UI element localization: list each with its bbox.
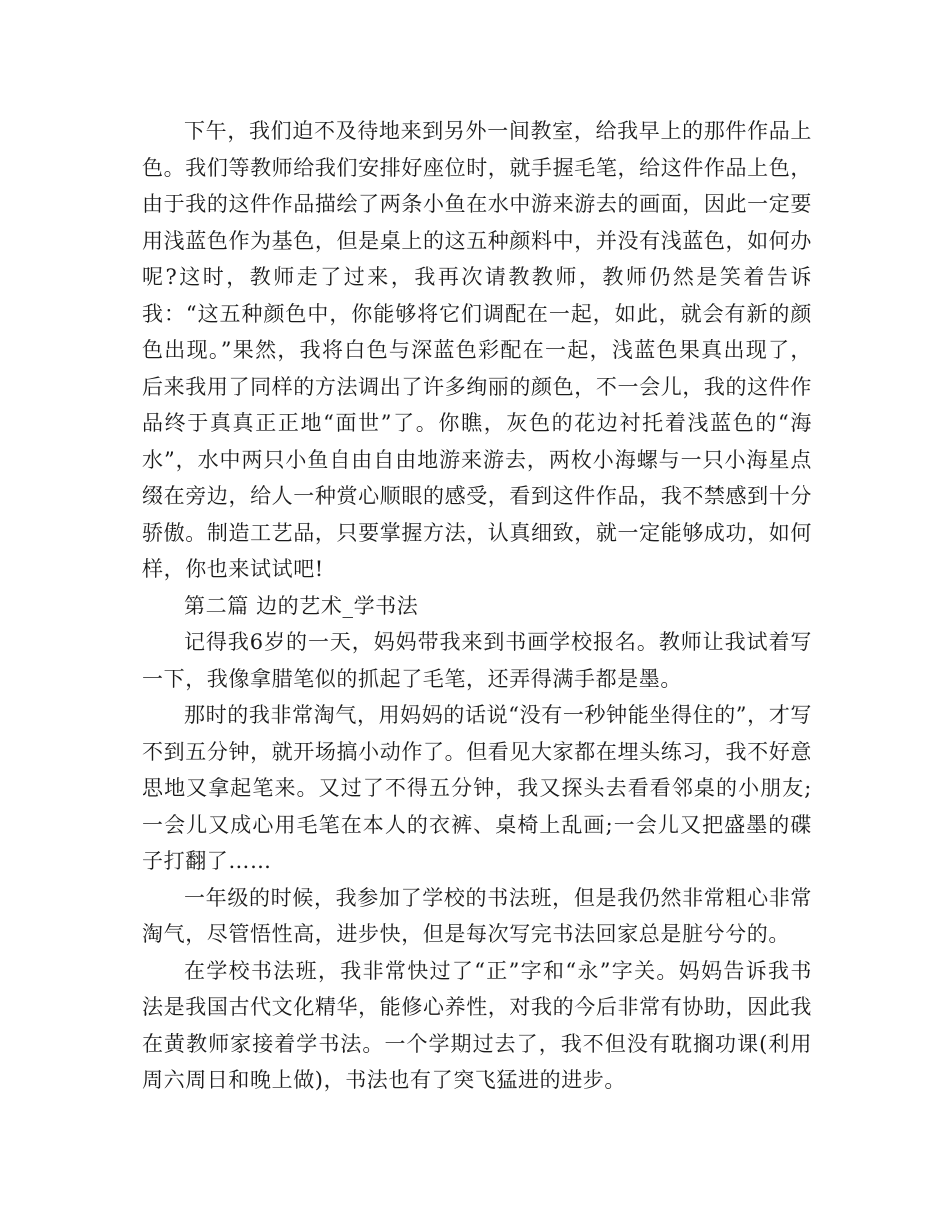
- paragraph-naughty-childhood: 那时的我非常淘气，用妈妈的话说“没有一秒钟能坐得住的”，才写不到五分钟，就开场搞小动作了。但看见大家都在埋头练习，我不好意思地又拿起笔来。又过了不得五分钟，我又探头去看看邻桌的小朋友;一会儿又成心用毛笔在本人的衣裤、桌椅上乱画;一会儿又把盛墨的碟子打翻了……: [142, 703, 812, 873]
- section-heading: 第二篇 边的艺术_学书法: [184, 593, 419, 618]
- paragraph-coloring-artwork: 下午，我们迫不及待地来到另外一间教室，给我早上的那件作品上色。我们等教师给我们安排好座位时，就手握毛笔，给这件作品上色，由于我的这件作品描绘了两条小鱼在水中游来游去的画面，因此一定要用浅蓝色作为基色，但是桌上的这五种颜料中，并没有浅蓝色，如何办呢?这时，教师走了过来，我再次请教教师，教师仍然是笑着告诉我：“这五种颜色中，你能够将它们调配在一起，如此，就会有新的颜色出现。”果然，我将白色与深蓝色彩配在一起，浅蓝色果真出现了，后来我用了同样的方法调出了许多绚丽的颜色，不一会儿，我的这件作品终于真真正正地“面世”了。你瞧，灰色的花边衬托着浅蓝色的“海水”，水中两只小鱼自由自由地游来游去，两枚小海螺与一只小海星点缀在旁边，给人一种赏心顺眼的感受，看到这件作品，我不禁感到十分骄傲。制造工艺品，只要掌握方法，认真细致，就一定能够成功，如何样，你也来试试吧!: [142, 119, 812, 581]
- paragraph-calligraphy-intro: 记得我6岁的一天，妈妈带我来到书画学校报名。教师让我试着写一下，我像拿腊笔似的抓起了毛笔，还弄得满手都是墨。: [142, 630, 812, 691]
- paragraph-school-calligraphy-class: 在学校书法班，我非常快过了“正”字和“永”字关。妈妈告诉我书法是我国古代文化精华，能修心养性，对我的今后非常有协助，因此我在黄教师家接着学书法。一个学期过去了，我不但没有耽搁功课(利用周六周日和晚上做)，书法也有了突飞猛进的进步。: [142, 958, 812, 1092]
- paragraph-first-grade: 一年级的时候，我参加了学校的书法班，但是我仍然非常粗心非常淘气，尽管悟性高，进步快，但是每次写完书法回家总是脏兮兮的。: [142, 885, 812, 946]
- document-body: [142, 113, 812, 1099]
